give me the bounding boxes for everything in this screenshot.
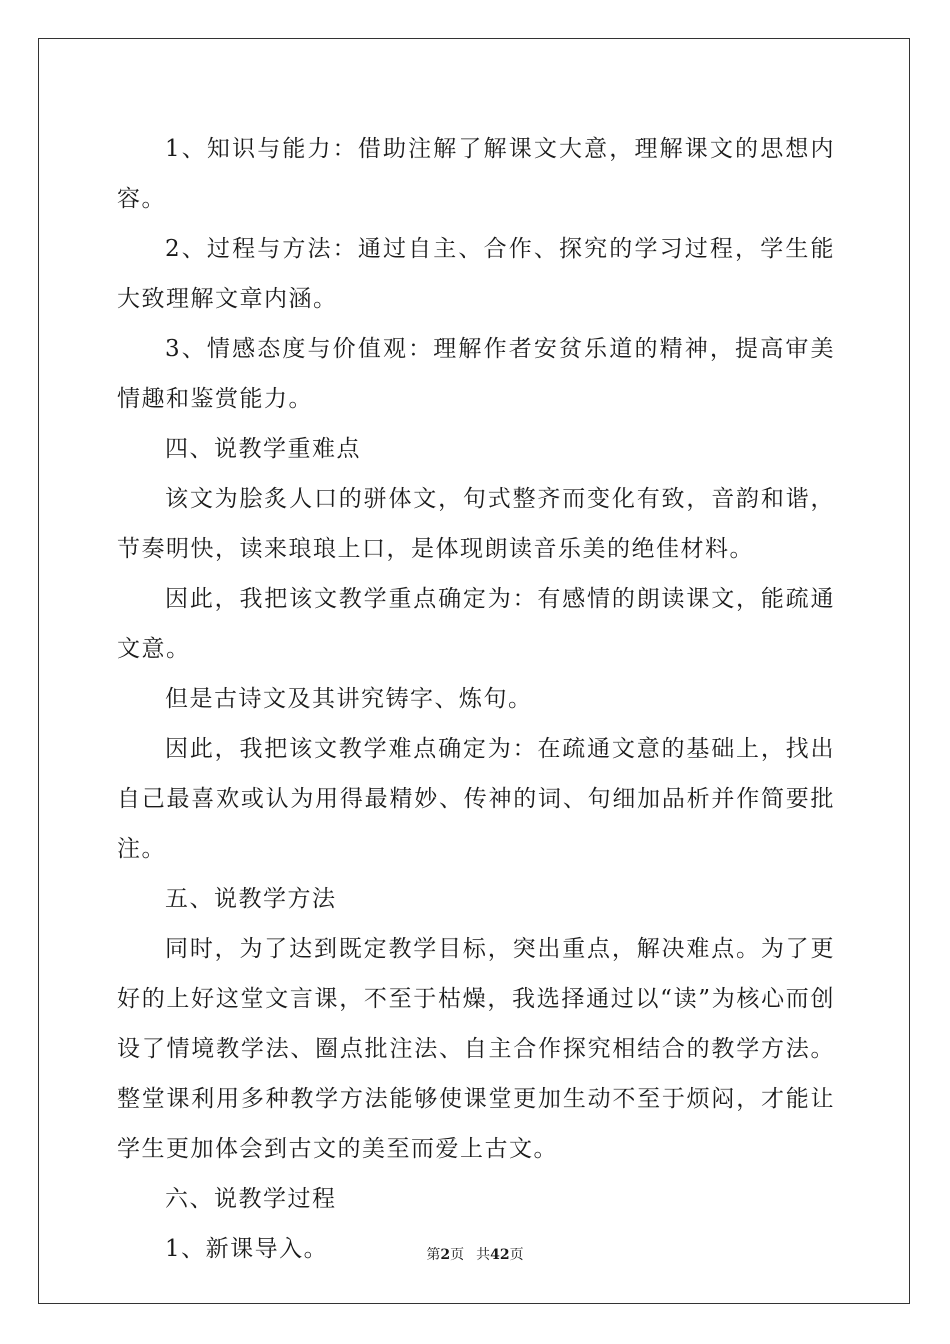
footer-total-prefix: 共 — [476, 1247, 491, 1263]
paragraph-lesson-intro: 1、新课导入。 — [165, 1236, 329, 1262]
footer-page-prefix: 第 — [426, 1247, 441, 1263]
paragraph-teaching-methods: 同时，为了达到既定教学目标，突出重点，解决难点。为了更好的上好这堂文言课，不至于枯燥，我选择通过以“读”为核心而创设了情境教学法、圈点批注法、自主合作探究相结合的教学方法。整堂课利用多种教学方法能够使课堂更加生动不至于烦闷，才能让学生更加体会到古文的美至而爱上古文。 — [117, 936, 835, 1162]
page-footer — [0, 1245, 950, 1265]
footer-total-suffix: 页 — [509, 1247, 524, 1263]
document-body — [117, 124, 835, 1274]
footer-page-suffix: 页 — [450, 1247, 465, 1263]
footer-total-pages: 42 — [490, 1247, 510, 1263]
section-heading-key-difficult-points: 四、说教学重难点 — [165, 436, 361, 462]
paragraph-text-features: 该文为脍炙人口的骈体文，句式整齐而变化有致，音韵和谐，节奏明快，读来琅琅上口，是体现朗读音乐美的绝佳材料。 — [117, 486, 835, 562]
paragraph-classical-text-note: 但是古诗文及其讲究铸字、炼句。 — [165, 686, 533, 712]
paragraph-teaching-focus: 因此，我把该文教学重点确定为：有感情的朗读课文，能疏通文意。 — [117, 586, 835, 662]
paragraph-objective-emotion: 3、情感态度与价值观：理解作者安贫乐道的精神，提高审美情趣和鉴赏能力。 — [117, 336, 835, 412]
footer-page-number: 2 — [440, 1247, 451, 1263]
paragraph-objective-knowledge: 1、知识与能力：借助注解了解课文大意，理解课文的思想内容。 — [117, 136, 835, 212]
section-heading-teaching-methods: 五、说教学方法 — [165, 886, 337, 912]
paragraph-objective-process: 2、过程与方法：通过自主、合作、探究的学习过程，学生能大致理解文章内涵。 — [117, 236, 835, 312]
paragraph-teaching-difficulty: 因此，我把该文教学难点确定为：在疏通文意的基础上，找出自己最喜欢或认为用得最精妙、传神的词、句细加品析并作简要批注。 — [117, 736, 835, 862]
section-heading-teaching-process: 六、说教学过程 — [165, 1186, 337, 1212]
